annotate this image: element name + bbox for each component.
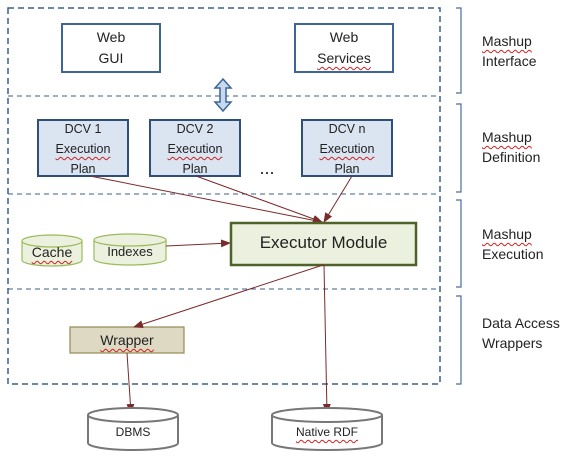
layer-bracket: [456, 8, 461, 93]
executor-to-wrapper-arrow: [134, 265, 323, 327]
layer-label-line: Execution: [482, 246, 544, 262]
web-gui-line2: GUI: [98, 50, 124, 66]
layer-label-line: Data Access: [482, 315, 560, 331]
indexes-label: Indexes: [107, 244, 153, 259]
web-gui-line1: Web: [96, 29, 126, 45]
web-gui-label: [62, 27, 160, 69]
layer-label-line: Mashup: [482, 129, 532, 145]
wrapper-to-dbms-arrow: [127, 353, 131, 413]
dcv1-label: [38, 119, 128, 179]
cache-text: Cache: [31, 244, 73, 260]
layer-label-line: Definition: [482, 149, 541, 165]
layer-label-interface: [482, 31, 536, 71]
native-rdf-text: Native RDF: [295, 425, 358, 439]
layer-label-execution: [482, 224, 543, 264]
dcv1-line3: Plan: [70, 162, 96, 176]
dcvn-line3: Plan: [334, 162, 360, 176]
dcv2-line2: Execution: [167, 142, 223, 156]
dbms-label: DBMS: [115, 425, 151, 439]
dcv2-label: [150, 119, 240, 179]
indexes-to-executor-arrow: [166, 243, 230, 246]
layer-bracket: [456, 104, 461, 192]
layer-label-line: Mashup: [482, 226, 532, 242]
native-rdf-label: [272, 422, 382, 443]
dcv1-title: DCV 1: [64, 122, 102, 136]
web-services-label: [295, 27, 393, 69]
web-services-line1: Web: [329, 29, 359, 45]
dcv2-title: DCV 2: [176, 122, 214, 136]
dcv1-line2: Execution: [55, 142, 111, 156]
dcvn-line2: Execution: [319, 142, 375, 156]
layer-label-definition: [482, 127, 540, 167]
cache-label: [22, 242, 82, 263]
layer-label-line: Mashup: [482, 33, 532, 49]
layer-label-line: Wrappers: [482, 335, 543, 351]
layer-label-wrappers: [482, 313, 560, 353]
wrapper-text: Wrapper: [100, 332, 154, 348]
layer-label-line: Interface: [482, 53, 537, 69]
executor-module-label: Executor Module: [259, 233, 388, 252]
dcv2-line3: Plan: [182, 162, 208, 176]
dcvn-to-executor-arrow: [324, 176, 352, 222]
wrapper-label: [70, 330, 184, 351]
dcvn-label: [302, 119, 392, 179]
bidirectional-arrow: [215, 79, 231, 111]
layer-bracket: [456, 200, 461, 287]
layer-bracket: [456, 296, 461, 384]
dcv2-to-executor-arrow: [196, 176, 322, 222]
executor-to-native-rdf-arrow: [324, 265, 327, 413]
dcv1-to-executor-arrow: [90, 176, 322, 222]
dcvn-title: DCV n: [328, 122, 366, 136]
web-services-line2: Services: [317, 50, 371, 66]
ellipsis: ...: [259, 158, 275, 178]
